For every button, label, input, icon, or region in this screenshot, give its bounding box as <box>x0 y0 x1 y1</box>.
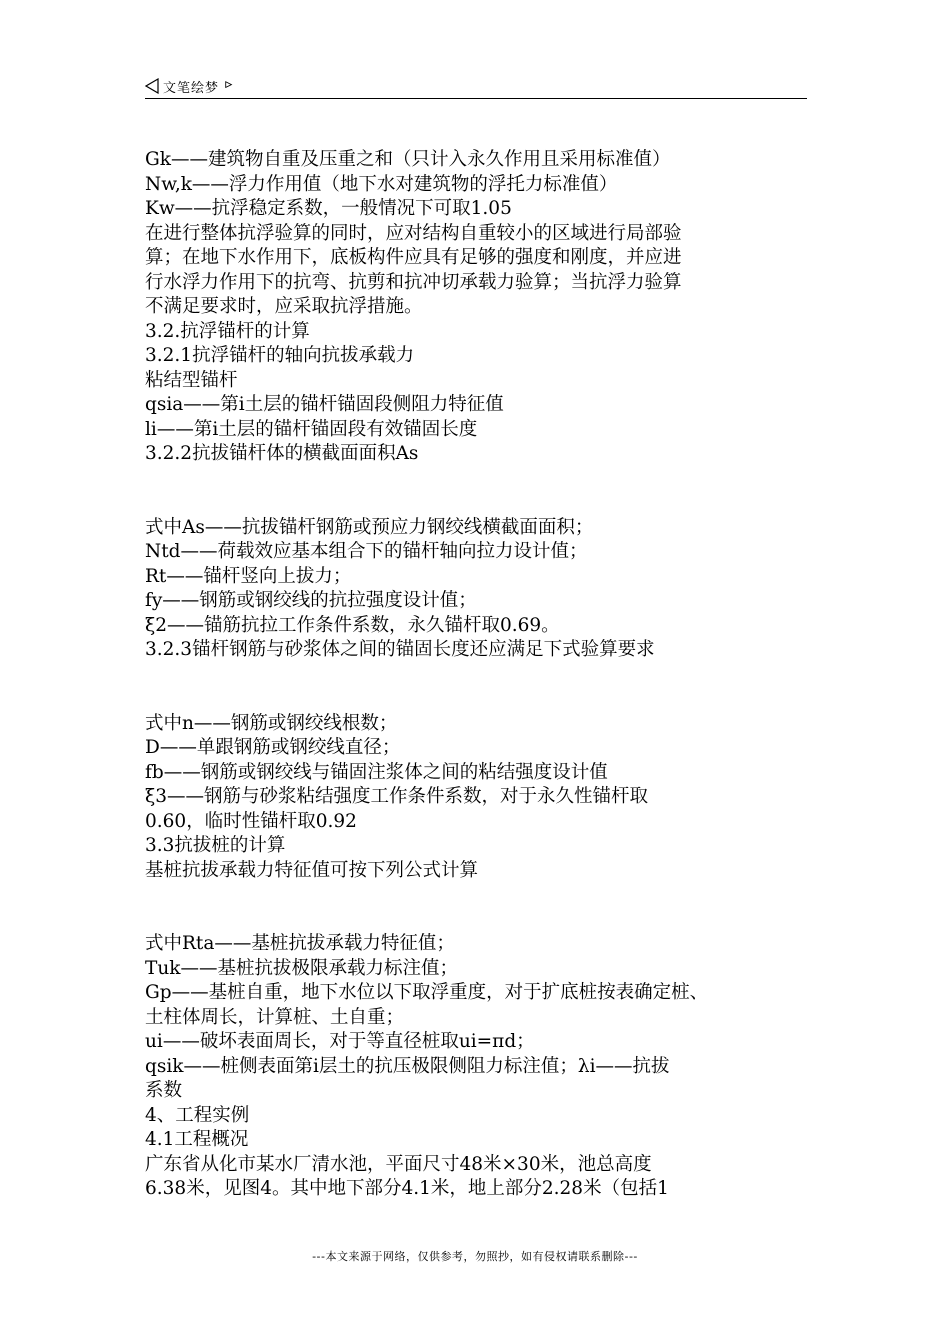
text-line: Nw,k——浮力作用值（地下水对建筑物的浮托力标准值） <box>145 173 618 195</box>
section-heading: 3.2.2抗拔锚杆体的横截面面积As <box>145 443 419 464</box>
header-title: 文笔绘梦 <box>163 80 220 96</box>
text-line: 6.38米，见图4。其中地下部分4.1米，地上部分2.28米（包括1 <box>145 1178 669 1199</box>
text-line: 式中Rta——基桩抗拔承载力特征值； <box>145 933 455 954</box>
text-line: ui——破坏表面周长，对于等直径桩取ui=πd； <box>145 1031 535 1052</box>
section-heading: 4.1工程概况 <box>145 1129 249 1150</box>
text-block-2 <box>145 516 810 663</box>
triangle-left-icon <box>145 78 159 94</box>
text-line: Rt——锚杆竖向上拔力； <box>145 565 352 587</box>
text-line: D——单跟钢筋或钢绞线直径； <box>145 737 401 758</box>
text-line: 不满足要求时，应采取抗浮措施。 <box>145 296 423 317</box>
formula-gap <box>145 467 810 516</box>
text-line: qsia——第i土层的锚杆锚固段侧阻力特征值 <box>145 394 504 415</box>
text-line: Gk——建筑物自重及压重之和（只计入永久作用且采用标准值） <box>145 149 671 170</box>
section-heading: 3.2.1抗浮锚杆的轴向抗拔承载力 <box>145 345 415 366</box>
document-body <box>145 148 810 1202</box>
section-heading: 4、工程实例 <box>145 1104 250 1126</box>
text-block-3 <box>145 712 810 884</box>
triangle-right-icon <box>225 80 235 92</box>
text-line: 行水浮力作用下的抗弯、抗剪和抗冲切承载力验算；当抗浮力验算 <box>145 271 682 293</box>
text-line: Kw——抗浮稳定系数，一般情况下可取1.05 <box>145 198 512 219</box>
page-footer: ---本文来源于网络，仅供参考，勿照抄，如有侵权请联系删除--- <box>312 1250 638 1263</box>
section-heading: 3.3抗拔桩的计算 <box>145 835 286 856</box>
section-heading: 3.2.抗浮锚杆的计算 <box>145 320 310 342</box>
page-header <box>145 74 807 98</box>
text-line: Ntd——荷载效应基本组合下的锚杆轴向拉力设计值； <box>145 541 588 562</box>
text-line: 在进行整体抗浮验算的同时，应对结构自重较小的区域进行局部验 <box>145 222 682 244</box>
formula-gap <box>145 663 810 712</box>
text-line: 算；在地下水作用下，底板构件应具有足够的强度和刚度，并应进 <box>145 247 682 268</box>
text-line: 基桩抗拔承载力特征值可按下列公式计算 <box>145 859 479 881</box>
formula-gap <box>145 883 810 932</box>
text-line: fy——钢筋或钢绞线的抗拉强度设计值； <box>145 590 477 611</box>
header-rule <box>145 98 807 99</box>
text-block-4 <box>145 932 810 1202</box>
text-line: ξ2——锚筋抗拉工作条件系数，永久锚杆取0.69。 <box>145 614 560 636</box>
text-line: 式中As——抗拔锚杆钢筋或预应力钢绞线横截面面积； <box>145 516 594 538</box>
text-line: Gp——基桩自重，地下水位以下取浮重度，对于扩底桩按表确定桩、 <box>145 982 709 1003</box>
text-line: 式中n——钢筋或钢绞线根数； <box>145 712 398 734</box>
text-line: li——第i土层的锚杆锚固段有效锚固长度 <box>145 418 478 440</box>
text-line: 土柱体周长，计算桩、土自重； <box>145 1006 405 1028</box>
text-line: qsik——桩侧表面第i层土的抗压极限侧阻力标注值；λi——抗拔 <box>145 1055 670 1077</box>
text-block-1 <box>145 148 810 467</box>
text-line: 系数 <box>145 1080 183 1101</box>
text-line: fb——钢筋或钢绞线与锚固注浆体之间的粘结强度设计值 <box>145 761 608 783</box>
text-line: 0.60，临时性锚杆取0.92 <box>145 810 357 832</box>
section-heading: 3.2.3锚杆钢筋与砂浆体之间的锚固长度还应满足下式验算要求 <box>145 639 655 660</box>
text-line: ξ3——钢筋与砂浆粘结强度工作条件系数，对于永久性锚杆取 <box>145 786 648 807</box>
text-line: 粘结型锚杆 <box>145 369 238 391</box>
text-line: 广东省从化市某水厂清水池，平面尺寸48米×30米，池总高度 <box>145 1153 652 1175</box>
text-line: Tuk——基桩抗拔极限承载力标注值； <box>145 957 458 979</box>
